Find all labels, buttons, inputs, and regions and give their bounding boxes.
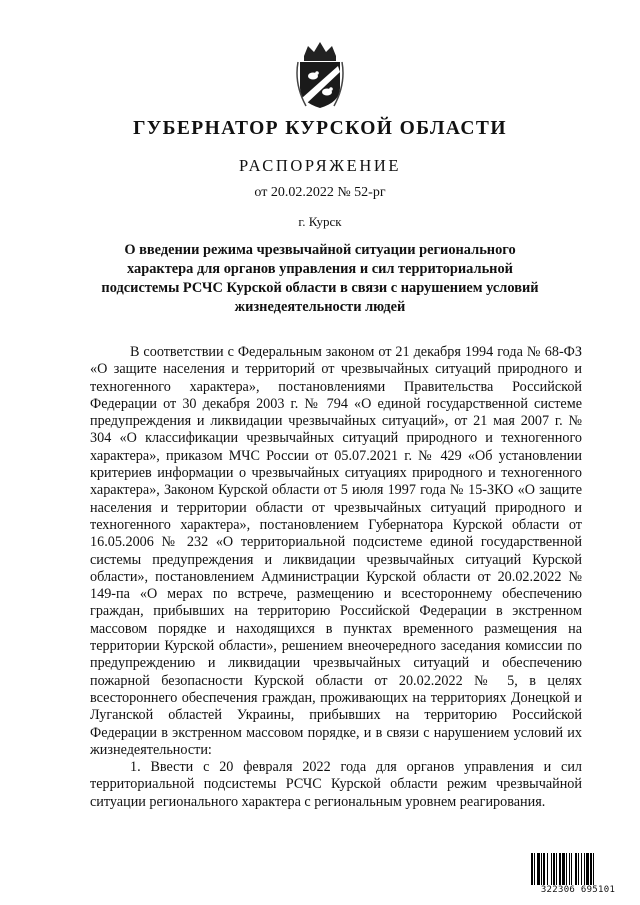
- barcode-bar: [562, 853, 565, 885]
- document-date-number: от 20.02.2022 № 52-рг: [254, 185, 386, 200]
- barcode-bar: [543, 853, 545, 885]
- barcode-bar: [575, 853, 577, 885]
- barcode-bar: [569, 853, 570, 885]
- barcode-bar: [531, 853, 533, 885]
- document-type: РАСПОРЯЖЕНИЕ: [238, 156, 402, 175]
- document-city: г. Курск: [298, 214, 342, 229]
- document-subject: О введении режима чрезвычайной ситуации регионального характера для органов управления и сил территориальной подсистемы РСЧС Курской области в связи с нарушением условий жизнедеятельности людей: [101, 242, 539, 315]
- barcode-bar: [537, 853, 540, 885]
- barcode-bar: [584, 853, 585, 885]
- barcode-number: 322306 695101: [530, 885, 626, 895]
- barcode-bar: [578, 853, 579, 885]
- item-1-paragraph: 1. Ввести с 20 февраля 2022 года для органов управления и сил территориальной подсистемы РСЧС Курской области режим чрезвычайной ситуации регионального характера с региональным уровнем реагирования.: [90, 759, 582, 810]
- barcode-bar: [556, 853, 557, 885]
- governor-title: ГУБЕРНАТОР КУРСКОЙ ОБЛАСТИ: [133, 118, 507, 139]
- barcode-bar: [590, 853, 592, 885]
- document-body: [90, 344, 582, 811]
- kursk-region-coat-of-arms-icon: [296, 40, 344, 110]
- barcode-bar: [541, 853, 542, 885]
- barcode-bar: [581, 853, 582, 885]
- barcode-bar: [534, 853, 535, 885]
- barcode-bar: [559, 853, 561, 885]
- preamble-paragraph: В соответствии с Федеральным законом от 21 декабря 1994 года № 68-ФЗ «О защите населения и территорий от чрезвычайных ситуаций природного и техногенного характера», постановлениями Правительства Российской Федерации от 30 декабря 2003 г. № 794 «О единой государственной системе предупреждения и ликвидации чрезвычайных ситуаций», от 21 мая 2007 г. № 304 «О классификации чрезвычайных ситуаций природного и техногенного характера», приказом МЧС России от 05.07.2021 г. № 429 «Об установлении критериев информации о чрезвычайных ситуациях природного и техногенного характера», Законом Курской области от 5 июля 1997 года № 15-ЗКО «О защите населения и территории области от чрезвычайных ситуаций природного и техногенного характера», постановлением Губернатора Курской области от 16.05.2006 № 232 «О территориальной подсистеме единой государственной системы предупреждения и ликвидации чрезвычайных ситуаций Курской области», постановлением Администрации Курской области от 20.02.2022 № 149-па «О мерах по встрече, размещению и всестороннему обеспечению граждан, прибывших на территорию Российской Федерации в экстренном массовом порядке и находящихся в пунктах временного размещения на территории Курской области», решением внеочередного заседания комиссии по предупреждению и ликвидации чрезвычайных ситуаций и обеспечению пожарной безопасности Курской области от 20.02.2022 № 5, в целях всестороннего обеспечения граждан, проживающих на территориях Донецкой и Луганской областей Украины, прибывших на территорию Российской Федерации в экстренном массовом порядке, и в связи с нарушением условий их жизнедеятельности:: [90, 344, 582, 758]
- barcode-bar: [593, 853, 594, 885]
- barcode-bar: [553, 853, 555, 885]
- barcode-bar: [547, 853, 548, 885]
- barcode-bar: [586, 853, 589, 885]
- barcode-bar: [571, 853, 572, 885]
- barcode-bar: [566, 853, 567, 885]
- barcode-bar: [551, 853, 552, 885]
